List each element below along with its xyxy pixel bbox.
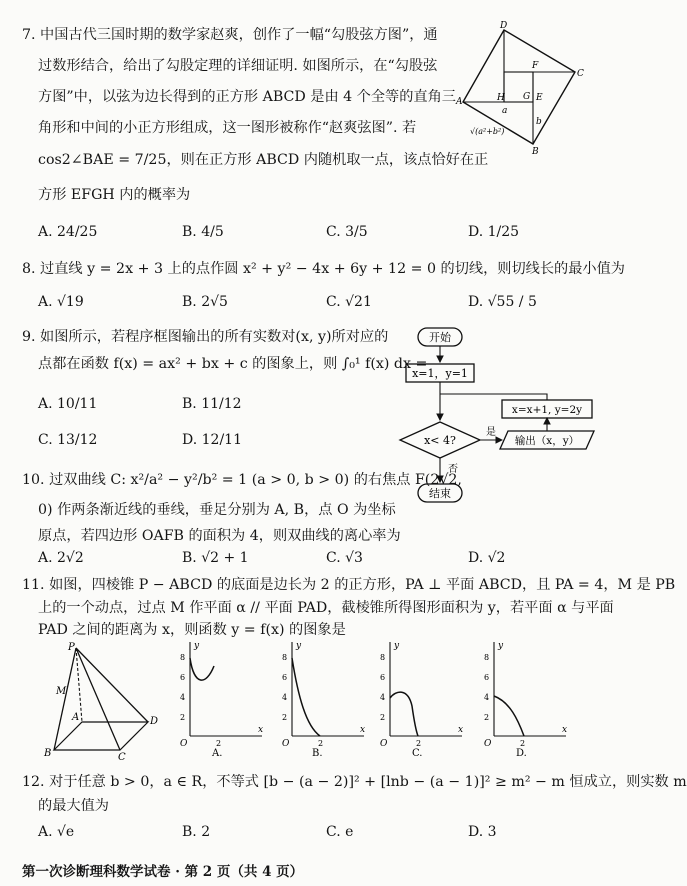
q10-option-d: D. √2 [468,550,506,566]
graph-option-a [176,636,268,758]
q11-line-1: 11. 如图，四棱锥 P − ABCD 的底面是边长为 2 的正方形，PA ⊥ 平面 ABCD，且 PA = 4，M 是 PB [22,577,676,593]
svg-text:C.: C. [412,748,423,759]
flow-update: x=x+1, y=2y [511,404,583,416]
svg-text:2: 2 [484,713,490,722]
q11-line-2: 上的一个动点，过点 M 作平面 α // 平面 PAD，截棱锥所得图形面积为 y，若平面 α 与平面 [38,600,614,616]
pyr-label-a: A [72,712,80,723]
q9-option-a: A. 10/11 [38,396,98,412]
flow-init: x=1，y=1 [412,367,468,380]
q7-line-2: 过数形结合，给出了勾股定理的详细证明. 如图所示，在“勾股弦 [38,58,438,74]
svg-text:6: 6 [180,673,186,682]
pyr-label-b: B [44,748,52,759]
svg-text:4: 4 [282,693,288,702]
svg-text:D.: D. [516,748,527,759]
q12-option-d: D. 3 [468,824,497,840]
fig7-label-e: E [536,93,543,103]
svg-text:B.: B. [312,748,323,759]
svg-text:8: 8 [380,653,386,662]
q9-option-c: C. 13/12 [38,432,98,448]
q12-option-b: B. 2 [182,824,211,840]
svg-text:4: 4 [484,693,490,702]
fig7-label-b: B [532,147,539,157]
fig7-label-a: A [456,97,463,107]
q12-option-a: A. √e [38,824,75,840]
q10-option-a: A. 2√2 [38,550,84,566]
pyr-label-m: M [56,686,67,697]
svg-text:y: y [296,641,302,651]
svg-text:8: 8 [180,653,186,662]
svg-text:O: O [484,739,492,749]
svg-text:y: y [498,641,504,651]
svg-text:O: O [180,739,188,749]
fig7-label-a-side: a [502,106,508,116]
pyr-label-c: C [118,752,126,763]
q8-option-c: C. √21 [326,294,372,310]
fig7-label-f: F [532,61,539,71]
svg-text:x: x [562,725,568,735]
q9-line-2: 点都在函数 f(x) = ax² + bx + c 的图象上，则 ∫₀¹ f(x) dx = [38,356,428,372]
q7-line-1: 7. 中国古代三国时期的数学家赵爽，创作了一幅“勾股弦方图”，通 [22,27,438,43]
svg-text:8: 8 [282,653,288,662]
q9-line-1: 9. 如图所示，若程序框图输出的所有实数对(x, y)所对应的 [22,329,389,345]
svg-text:2: 2 [520,739,526,748]
flow-condition: x< 4? [424,434,456,447]
q8-line-1: 8. 过直线 y = 2x + 3 上的点作圆 x² + y² − 4x + 6y + 12 = 0 的切线，则切线长的最小值为 [22,261,625,277]
q7-option-c: C. 3/5 [326,224,368,240]
svg-text:O: O [282,739,290,749]
q12-line-1: 12. 对于任意 b > 0，a ∈ R，不等式 [b − (a − 2)]² + [lnb − (a − 1)]² ≥ m² − m 恒成立，则实数 m [22,774,687,790]
svg-text:2: 2 [282,713,288,722]
svg-text:y: y [394,641,400,651]
svg-text:6: 6 [380,673,386,682]
svg-text:2: 2 [318,739,324,748]
svg-text:6: 6 [282,673,288,682]
q7-line-5: cos2∠BAE = 7/25，则在正方形 ABCD 内随机取一点，该点恰好在正 [38,152,489,168]
pyr-label-p: P [68,642,75,653]
q10-option-c: C. √3 [326,550,363,566]
svg-text:O: O [380,739,388,749]
svg-text:y: y [194,641,200,651]
svg-text:6: 6 [484,673,490,682]
fig7-label-h: H [497,93,505,103]
svg-text:x: x [458,725,464,735]
graph-option-c [376,636,468,758]
graph-option-b [278,636,370,758]
zhao-shuang-figure [456,20,594,156]
q12-line-2: 的最大值为 [38,798,109,814]
q7-option-d: D. 1/25 [468,224,520,240]
q9-option-b: B. 11/12 [182,396,242,412]
q9-option-d: D. 12/11 [182,432,242,448]
q8-option-b: B. 2√5 [182,294,228,310]
q10-line-2: 0) 作两条渐近线的垂线，垂足分别为 A, B，点 O 为坐标 [38,502,396,518]
q7-line-4: 角形和中间的小正方形组成，这一图形被称作“赵爽弦图”. 若 [38,120,417,136]
svg-text:4: 4 [380,693,386,702]
flow-no: 否 [448,464,458,475]
svg-text:2: 2 [380,713,386,722]
svg-text:2: 2 [216,739,222,748]
svg-text:2: 2 [180,713,186,722]
q8-option-d: D. √55 / 5 [468,294,537,310]
q11-line-3: PAD 之间的距离为 x，则函数 y = f(x) 的图象是 [38,622,346,638]
flow-output: 输出（x，y） [514,435,580,447]
q10-line-1: 10. 过双曲线 C: x²/a² − y²/b² = 1 (a > 0, b > 0) 的右焦点 F(2√2, [22,472,462,488]
q10-option-b: B. √2 + 1 [182,550,249,566]
fig7-label-d: D [500,21,508,31]
svg-text:8: 8 [484,653,490,662]
svg-text:x: x [360,725,366,735]
svg-text:A.: A. [212,748,223,759]
q8-option-a: A. √19 [38,294,84,310]
flow-yes: 是 [486,427,496,438]
q7-option-a: A. 24/25 [38,224,98,240]
svg-text:x: x [258,725,264,735]
flow-start: 开始 [429,331,451,344]
svg-text:4: 4 [180,693,186,702]
svg-text:2: 2 [416,739,422,748]
flow-end: 结束 [429,487,451,500]
fig7-label-c: C [577,69,584,79]
fig7-label-g: G [523,92,531,102]
q7-line-6: 方形 EFGH 内的概率为 [38,187,191,203]
graph-option-d [480,636,572,758]
fig7-label-hyp: √(a²+b²) [470,127,505,136]
pyr-label-d: D [150,716,159,727]
page-footer: 第一次诊断理科数学试卷 · 第 2 页（共 4 页） [22,864,304,880]
q7-line-3: 方图”中，以弦为边长得到的正方形 ABCD 是由 4 个全等的直角三 [38,89,456,105]
fig7-label-b-side: b [536,117,542,127]
q10-line-3: 原点，若四边形 OAFB 的面积为 4，则双曲线的离心率为 [38,528,401,544]
q7-option-b: B. 4/5 [182,224,224,240]
pyramid-figure [40,642,160,763]
q12-option-c: C. e [326,824,354,840]
